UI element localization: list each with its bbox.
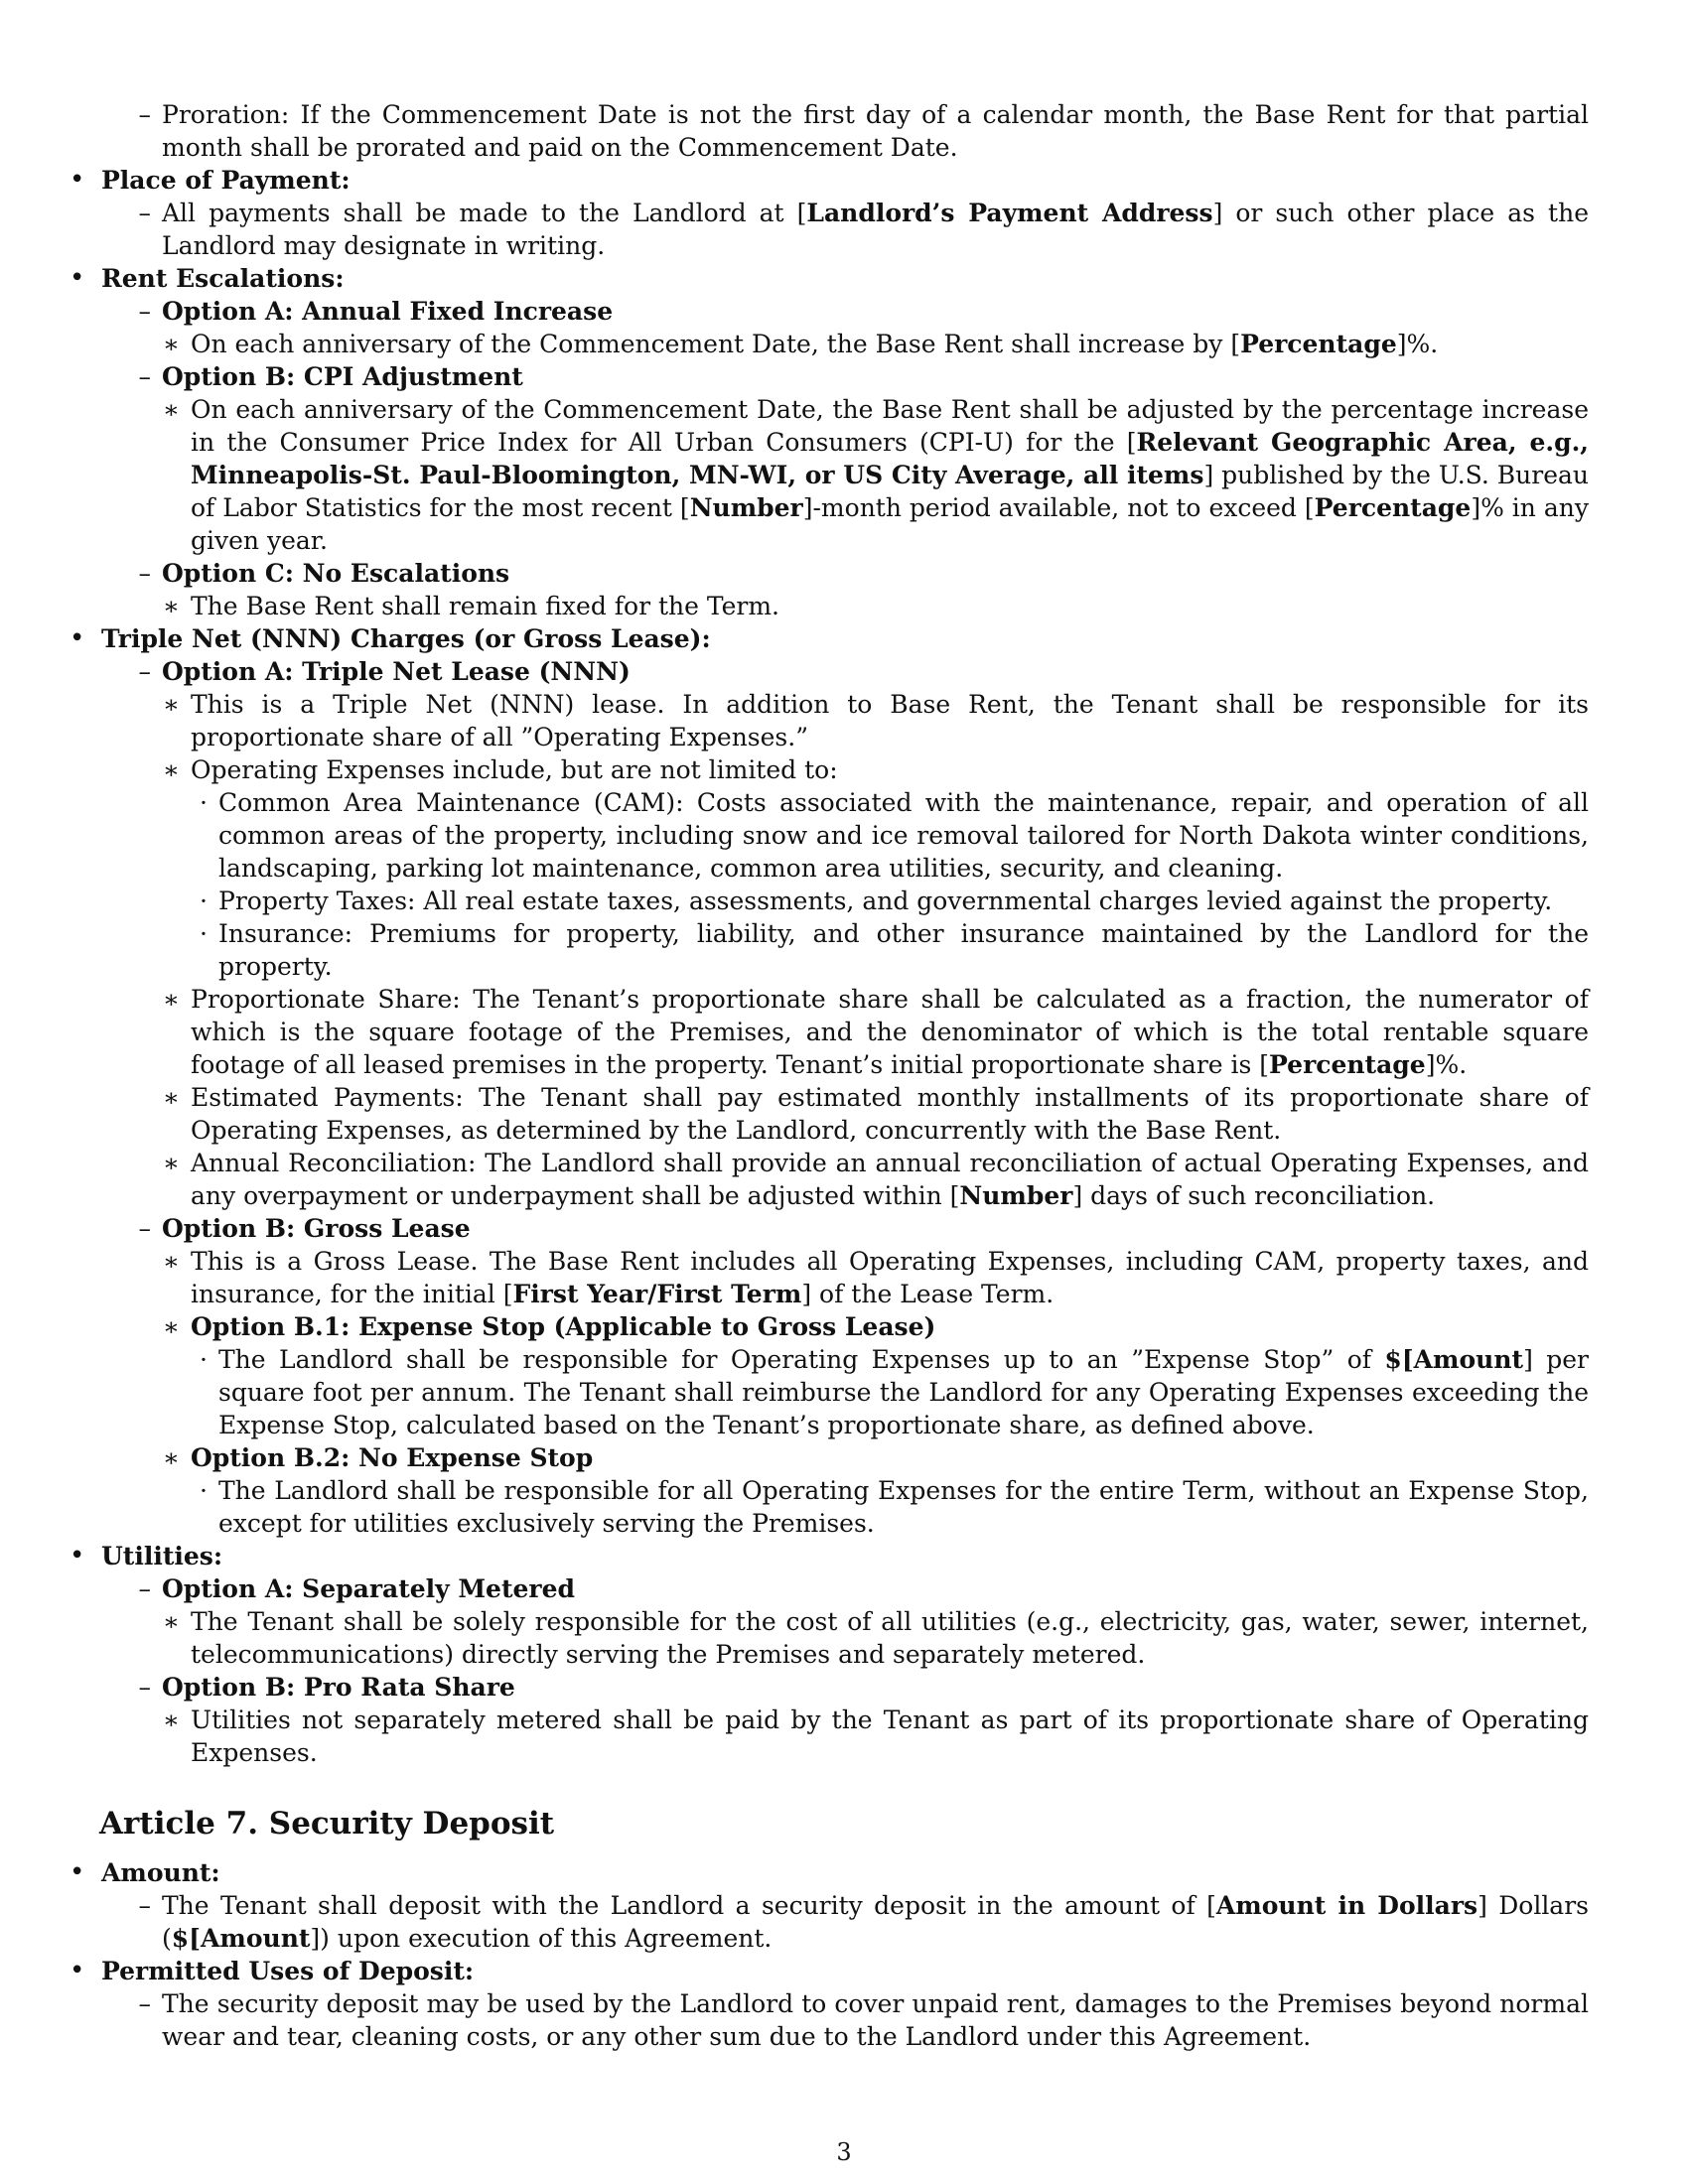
text-run: Utilities not separately metered shall be paid by the Tenant as part of its proportionate share of Operating Expenses. xyxy=(191,1706,1589,1767)
dot-marker: · xyxy=(200,1476,208,1505)
text-run: Common Area Maintenance (CAM): Costs associated with the maintenance, repair, and operation of all common areas of the property, including snow and ice removal tailored for North Dakota winter conditions, landscaping, parking lot maintenance, common area utilities, security, and cleaning. xyxy=(218,788,1589,883)
dash-marker: – xyxy=(138,1574,151,1603)
opex-cam xyxy=(191,786,1589,885)
dash-marker: – xyxy=(138,100,151,129)
dash-marker: – xyxy=(138,199,151,227)
text-run: Insurance: Premiums for property, liability, and other insurance maintained by the Landlord for the property. xyxy=(218,919,1589,981)
option-heading: Option B: Pro Rata Share xyxy=(162,1673,515,1702)
option-heading: Option A: Separately Metered xyxy=(162,1574,575,1603)
text-run: Estimated Payments: The Tenant shall pay estimated monthly installments of its proportionate share of Operating Expenses, as determined by the Landlord, concurrently with the Base Rent. xyxy=(191,1083,1589,1145)
option-b2 xyxy=(162,1441,1589,1540)
placeholder-bold: Relevant Geographic Area, e.g., Minneapolis-St. Paul-Bloomington, MN-WI, or US City Average, all items xyxy=(191,428,1589,489)
article-7-list xyxy=(34,1856,1589,2053)
text-run: Property Taxes: All real estate taxes, assessments, and governmental charges levied against the property. xyxy=(218,887,1553,915)
nnn-intro xyxy=(162,688,1589,753)
utilities-option-b-text xyxy=(162,1704,1589,1769)
utilities-option-a xyxy=(101,1572,1589,1671)
page-number: 3 xyxy=(836,2138,852,2166)
text-run: ] published by the U.S. Bureau of Labor Statistics for the most recent [ xyxy=(191,461,1589,522)
option-b1 xyxy=(162,1310,1589,1441)
placeholder-bold: Percentage xyxy=(1240,330,1397,358)
star-marker: ∗ xyxy=(163,690,180,719)
placeholder-bold: Landlord’s Payment Address xyxy=(806,199,1213,227)
option-heading: Option B.2: No Expense Stop xyxy=(191,1443,594,1472)
rent-option-a-text xyxy=(162,328,1589,360)
text-run: This is a Gross Lease. The Base Rent includes all Operating Expenses, including CAM, property taxes, and insurance, for the initial [ xyxy=(191,1247,1589,1308)
star-marker: ∗ xyxy=(163,1247,180,1276)
placeholder-bold: $[Amount xyxy=(1384,1345,1524,1374)
dash-marker: – xyxy=(138,1989,151,2018)
text-run: ] of the Lease Term. xyxy=(801,1280,1055,1308)
text-run: Proportionate Share: The Tenant’s proportionate share shall be calculated as a fraction, the numerator of which is the square footage of the Premises, and the denominator of which is the total rentable square footage of all leased premises in the property. Tenant’s initial proportionate share is [ xyxy=(191,985,1589,1079)
estimated-payments xyxy=(162,1081,1589,1147)
rent-option-a xyxy=(101,295,1589,360)
rent-escalations-item xyxy=(34,262,1589,622)
utilities-option-b xyxy=(101,1671,1589,1769)
nnn-heading: Triple Net (NNN) Charges (or Gross Lease): xyxy=(101,624,711,653)
option-heading: Option A: Triple Net Lease (NNN) xyxy=(162,657,631,686)
text-run: ]%. xyxy=(1396,330,1439,358)
bullet-marker: • xyxy=(70,165,85,195)
star-marker: ∗ xyxy=(163,395,180,424)
placeholder-bold: Percentage xyxy=(1269,1050,1426,1079)
text-run: All payments shall be made to the Landlord at [ xyxy=(162,199,807,227)
proration-item xyxy=(101,98,1589,164)
dot-marker: · xyxy=(200,887,208,915)
option-heading: Option B: CPI Adjustment xyxy=(162,362,523,391)
option-b1-text xyxy=(191,1343,1589,1441)
text-run: On each anniversary of the Commencement Date, the Base Rent shall be adjusted by the percentage increase in the Consumer Price Index for All Urban Consumers (CPI-U) for the [ xyxy=(191,395,1589,457)
star-marker: ∗ xyxy=(163,592,180,620)
opex-insurance xyxy=(191,917,1589,983)
deposit-uses-text xyxy=(101,1987,1589,2053)
placeholder-bold: $[Amount xyxy=(171,1924,311,1953)
star-marker: ∗ xyxy=(163,1607,180,1636)
deposit-amount-heading: Amount: xyxy=(101,1858,220,1887)
option-heading: Option B.1: Expense Stop (Applicable to Gross Lease) xyxy=(191,1312,936,1341)
text-run: ]-month period available, not to exceed [ xyxy=(802,493,1315,522)
text-run: The security deposit may be used by the Landlord to cover unpaid rent, damages to the Premises beyond normal wear and tear, cleaning costs, or any other sum due to the Landlord under this Agreement. xyxy=(162,1989,1589,2051)
place-of-payment-text xyxy=(101,197,1589,262)
proration-list xyxy=(101,98,1589,164)
text-run: This is a Triple Net (NNN) lease. In addition to Base Rent, the Tenant shall be responsible for its proportionate share of all ”Operating Expenses.” xyxy=(191,690,1589,751)
section-list xyxy=(34,164,1589,1769)
dot-marker: · xyxy=(200,1345,208,1374)
text-run: ] or such other place as the Landlord may designate in writing. xyxy=(162,199,1589,260)
star-marker: ∗ xyxy=(163,755,180,784)
deposit-amount-text xyxy=(101,1889,1589,1955)
placeholder-bold: Number xyxy=(959,1181,1073,1210)
placeholder-bold: Number xyxy=(689,493,803,522)
text-run: The Tenant shall deposit with the Landlord a security deposit in the amount of [ xyxy=(162,1891,1216,1920)
opex-list-item xyxy=(162,753,1589,983)
dash-marker: – xyxy=(138,1673,151,1702)
utilities-option-a-text xyxy=(162,1605,1589,1671)
star-marker: ∗ xyxy=(163,985,180,1014)
bullet-marker: • xyxy=(70,1541,85,1570)
text-run: ] per square foot per annum. The Tenant shall reimburse the Landlord for any Operating Expenses exceeding the Expense Stop, calculated based on the Tenant’s proportionate share, as defined above. xyxy=(218,1345,1589,1439)
nnn-option-a xyxy=(101,655,1589,1212)
text-run: The Base Rent shall remain fixed for the Term. xyxy=(191,592,779,620)
star-marker: ∗ xyxy=(163,1312,180,1341)
rent-escalations-heading: Rent Escalations: xyxy=(101,264,345,293)
option-heading: Option B: Gross Lease xyxy=(162,1214,471,1243)
text-run: The Landlord shall be responsible for all Operating Expenses for the entire Term, without an Expense Stop, except for utilities exclusively serving the Premises. xyxy=(218,1476,1589,1538)
annual-reconciliation xyxy=(162,1147,1589,1212)
nnn-option-b xyxy=(101,1212,1589,1540)
rent-option-c xyxy=(101,557,1589,622)
dash-marker: – xyxy=(138,1214,151,1243)
star-marker: ∗ xyxy=(163,1083,180,1112)
dash-marker: – xyxy=(138,559,151,588)
place-of-payment-heading: Place of Payment: xyxy=(101,166,351,195)
rent-option-b-text xyxy=(162,393,1589,557)
deposit-amount-item xyxy=(34,1856,1589,1955)
star-marker: ∗ xyxy=(163,1443,180,1472)
rent-option-b xyxy=(101,360,1589,557)
star-marker: ∗ xyxy=(163,1149,180,1177)
text-run: ] days of such reconciliation. xyxy=(1072,1181,1436,1210)
option-heading: Option A: Annual Fixed Increase xyxy=(162,297,614,326)
star-marker: ∗ xyxy=(163,330,180,358)
text-run: ]% in any given year. xyxy=(191,493,1589,555)
deposit-uses-heading: Permitted Uses of Deposit: xyxy=(101,1957,475,1985)
text-run: Operating Expenses include, but are not limited to: xyxy=(191,755,838,784)
option-b2-text xyxy=(191,1474,1589,1540)
article-7-title: Article 7. Security Deposit xyxy=(99,1806,555,1842)
bullet-marker: • xyxy=(70,1956,85,1985)
bullet-marker: • xyxy=(70,1857,85,1887)
proration-text: Proration: If the Commencement Date is not the first day of a calendar month, the Base Rent for that partial month shall be prorated and paid on the Commencement Date. xyxy=(162,100,1589,162)
dot-marker: · xyxy=(200,919,208,948)
dash-marker: – xyxy=(138,1891,151,1920)
text-run: The Tenant shall be solely responsible for the cost of all utilities (e.g., electricity, gas, water, sewer, internet, telecommunications) directly serving the Premises and separately metered. xyxy=(191,1607,1589,1669)
option-heading: Option C: No Escalations xyxy=(162,559,510,588)
page-content xyxy=(70,98,1589,2053)
nnn-item xyxy=(34,622,1589,1540)
deposit-uses-item xyxy=(34,1955,1589,2053)
placeholder-bold: Percentage xyxy=(1314,493,1472,522)
placeholder-bold: Amount in Dollars xyxy=(1215,1891,1478,1920)
rent-option-c-text xyxy=(162,590,1589,622)
proportionate-share xyxy=(162,983,1589,1081)
placeholder-bold: First Year/First Term xyxy=(512,1280,802,1308)
utilities-item xyxy=(34,1540,1589,1769)
opex-taxes xyxy=(191,885,1589,917)
dash-marker: – xyxy=(138,657,151,686)
text-run: ] Dollars ( xyxy=(162,1891,1589,1953)
gross-lease-intro xyxy=(162,1245,1589,1310)
utilities-heading: Utilities: xyxy=(101,1542,223,1570)
text-run: Annual Reconciliation: The Landlord shall provide an annual reconciliation of actual Operating Expenses, and any overpayment or underpayment shall be adjusted within [ xyxy=(191,1149,1589,1210)
bullet-marker: • xyxy=(70,263,85,293)
bullet-marker: • xyxy=(70,623,85,653)
text-run: ]) upon execution of this Agreement. xyxy=(310,1924,773,1953)
text-run: The Landlord shall be responsible for Operating Expenses up to an ”Expense Stop” of xyxy=(218,1345,1385,1374)
star-marker: ∗ xyxy=(163,1706,180,1734)
dot-marker: · xyxy=(200,788,208,817)
text-run: ]%. xyxy=(1425,1050,1468,1079)
place-of-payment-item xyxy=(34,164,1589,262)
dash-marker: – xyxy=(138,362,151,391)
dash-marker: – xyxy=(138,297,151,326)
text-run: On each anniversary of the Commencement Date, the Base Rent shall increase by [ xyxy=(191,330,1241,358)
